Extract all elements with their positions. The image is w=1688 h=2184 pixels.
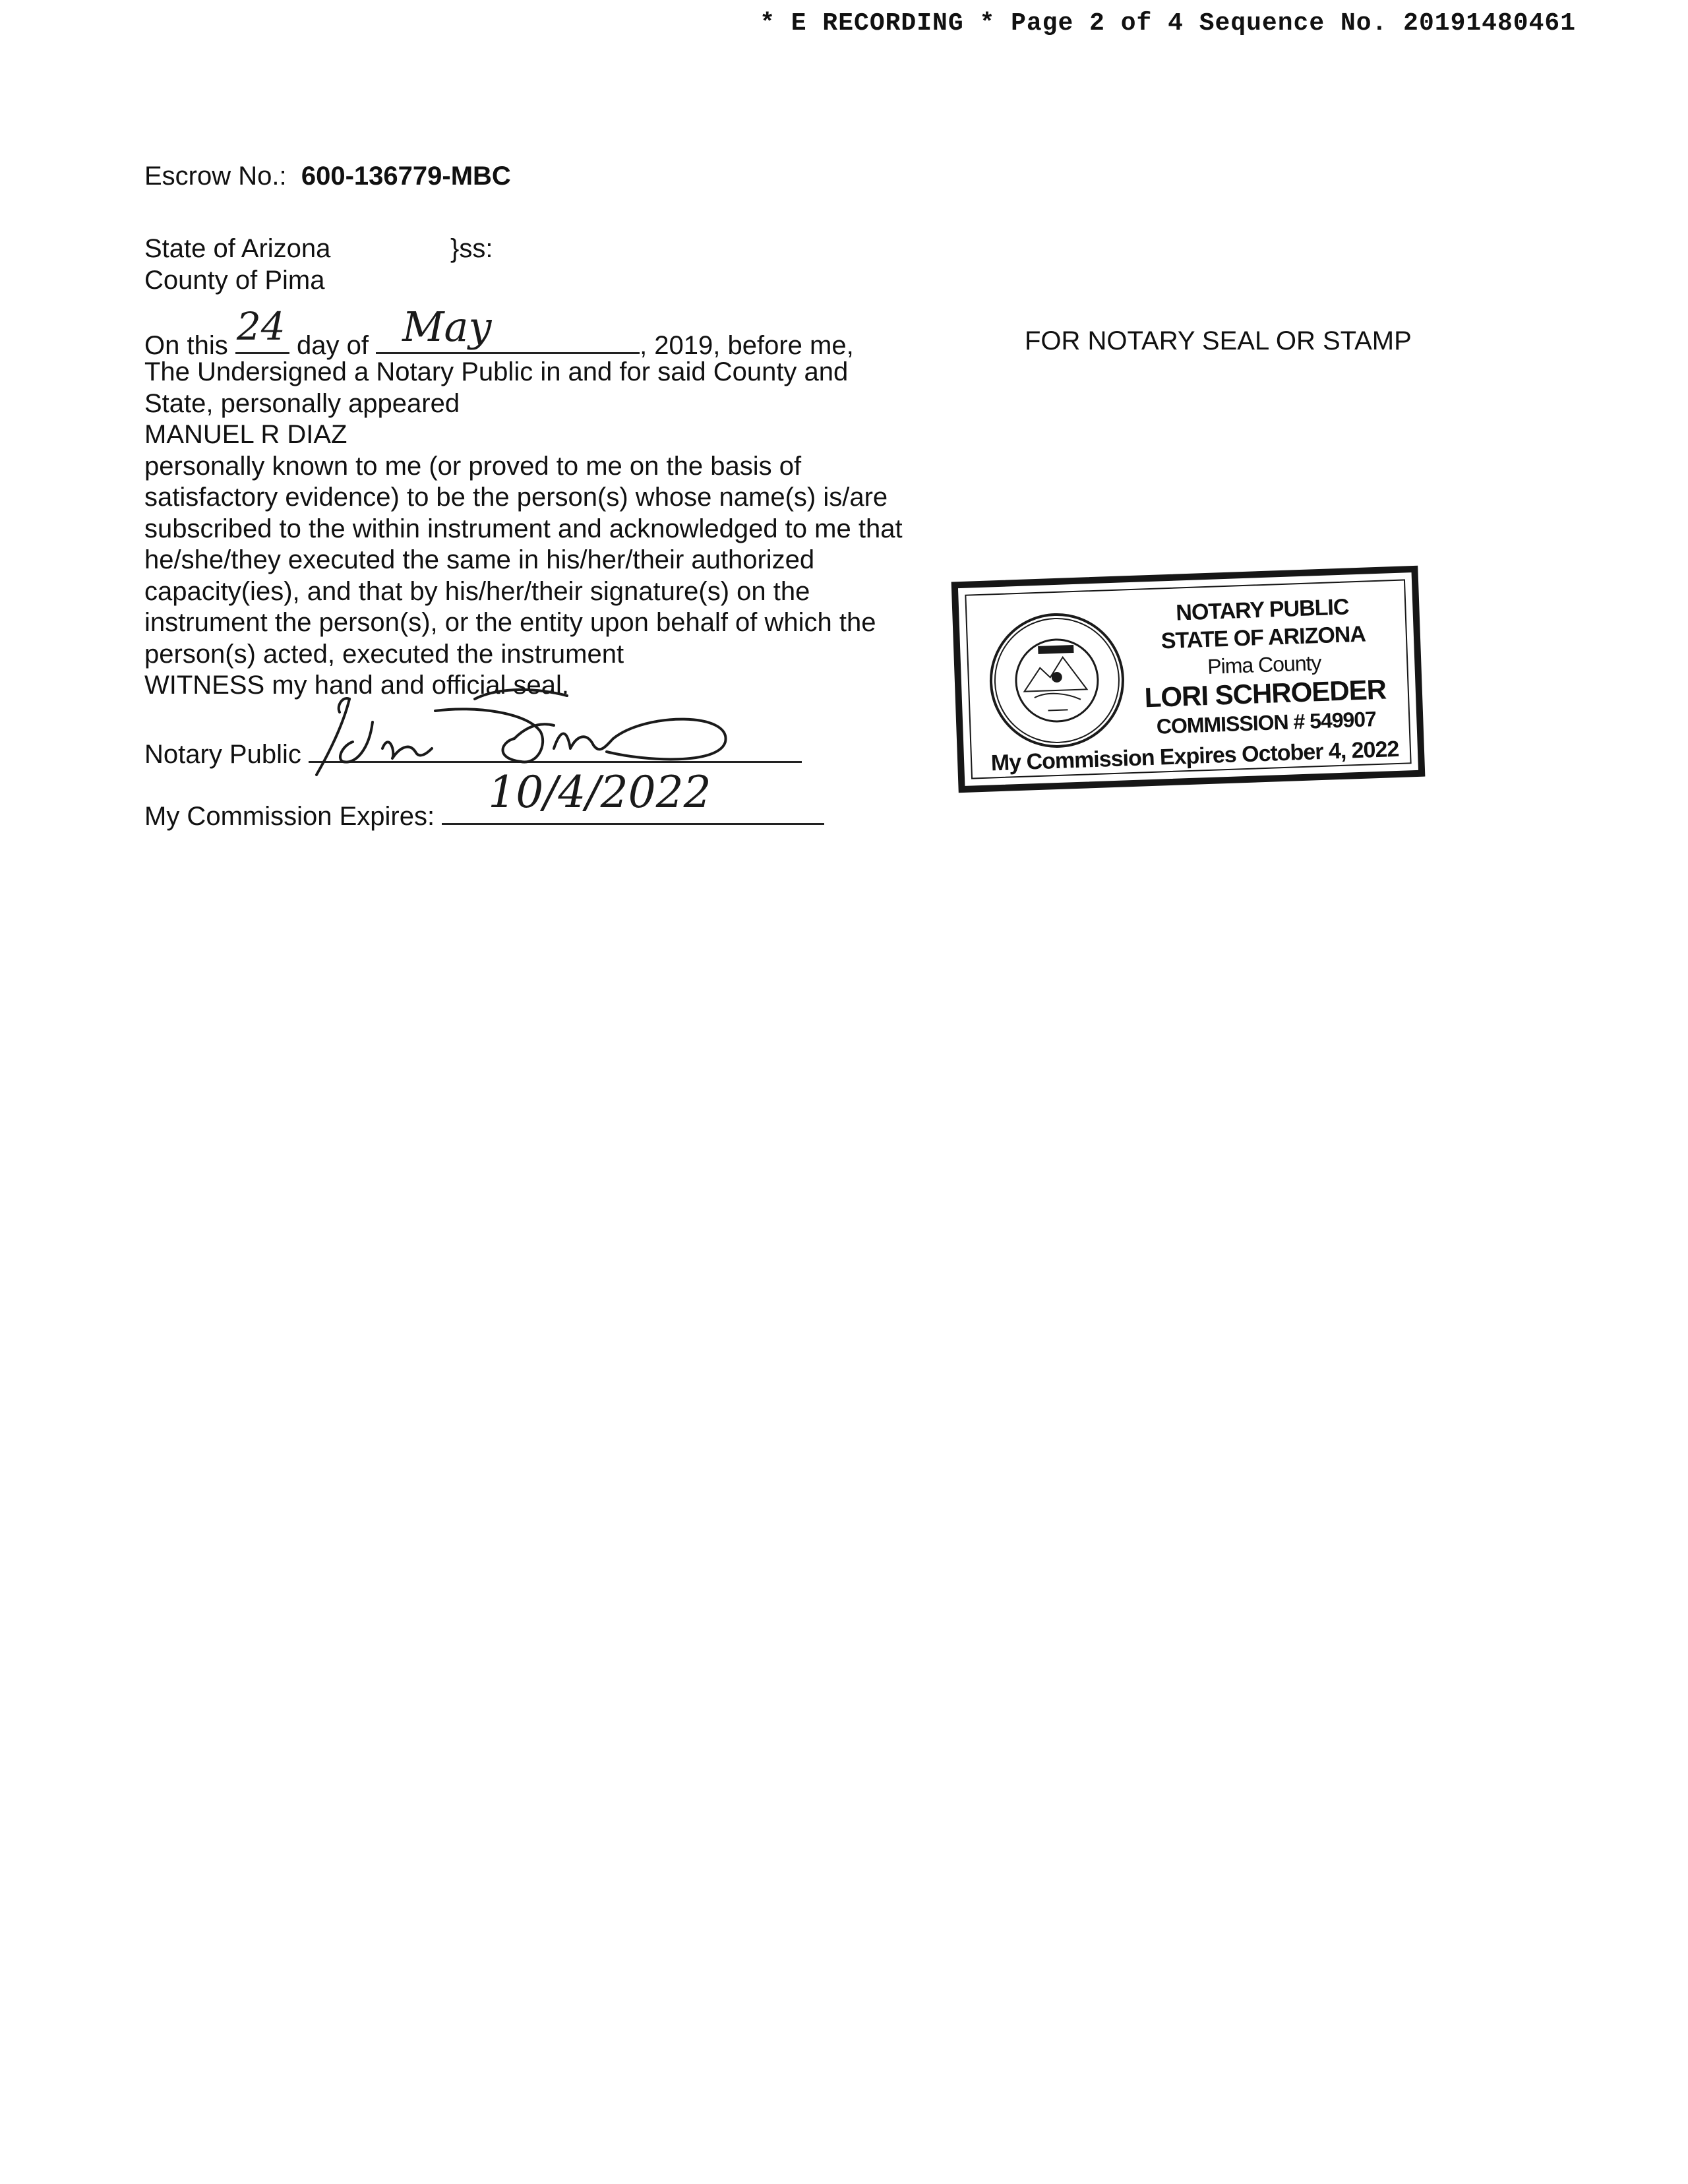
venue-ss: }ss: [450, 234, 493, 263]
stamp-commission-expires: My Commission Expires October 4, 2022 [990, 736, 1399, 776]
stamp-commission-number: COMMISSION # 549907 [1156, 707, 1377, 739]
day-of-label: day of [296, 331, 369, 360]
acknowledgment-date-line [144, 303, 854, 361]
month-blank [376, 303, 640, 354]
paragraph-line: State, personally appeared [144, 388, 460, 418]
day-handwritten: 24 [236, 304, 286, 349]
paragraph-line: personally known to me (or proved to me on the basis of [144, 451, 802, 481]
escrow-label: Escrow No.: [144, 162, 287, 191]
notary-seal-label: FOR NOTARY SEAL OR STAMP [1025, 326, 1412, 355]
notary-public-label: Notary Public [144, 740, 301, 769]
escrow-number: 600-136779-MBC [301, 162, 511, 191]
paragraph-line: capacity(ies), and that by his/her/their signature(s) on the [144, 576, 810, 606]
recording-header: * E RECORDING * Page 2 of 4 Sequence No. 20191480461 [760, 9, 1576, 38]
venue-state: State of Arizona [144, 234, 331, 263]
paragraph-line: instrument the person(s), or the entity upon behalf of which the [144, 608, 876, 637]
notary-signature [277, 686, 738, 778]
on-this-label: On this [144, 331, 228, 360]
witness-line: WITNESS my hand and official seal. [144, 671, 569, 700]
acknowledgment-paragraph [144, 357, 903, 702]
notary-stamp [951, 566, 1426, 793]
paragraph-line: satisfactory evidence) to be the person(s) whose name(s) is/are [144, 483, 888, 512]
paragraph-line: subscribed to the within instrument and acknowledged to me that [144, 514, 903, 543]
paragraph-line: he/she/they executed the same in his/her/their authorized [144, 545, 815, 574]
commission-expires-line [144, 767, 824, 832]
paragraph-line: person(s) acted, executed the instrument [144, 639, 624, 669]
state-seal-icon [985, 609, 1128, 752]
commission-expires-blank [442, 767, 824, 825]
stamp-county: Pima County [1207, 650, 1321, 679]
day-blank [235, 304, 289, 354]
venue-county: County of Pima [144, 266, 325, 295]
paragraph-line: The Undersigned a Notary Public in and for said County and [144, 357, 849, 386]
signer-name: MANUEL R DIAZ [144, 420, 347, 449]
month-handwritten: May [402, 303, 492, 351]
escrow-number-line [144, 161, 511, 192]
year-text: , 2019, before me, [640, 331, 854, 360]
stamp-notary-name: LORI SCHROEDER [1143, 673, 1387, 713]
stamp-notary-public: NOTARY PUBLIC [1175, 594, 1350, 626]
stamp-state: STATE OF ARIZONA [1160, 621, 1366, 654]
commission-expires-handwritten: 10/4/2022 [488, 767, 711, 818]
commission-expires-label: My Commission Expires: [144, 802, 435, 831]
